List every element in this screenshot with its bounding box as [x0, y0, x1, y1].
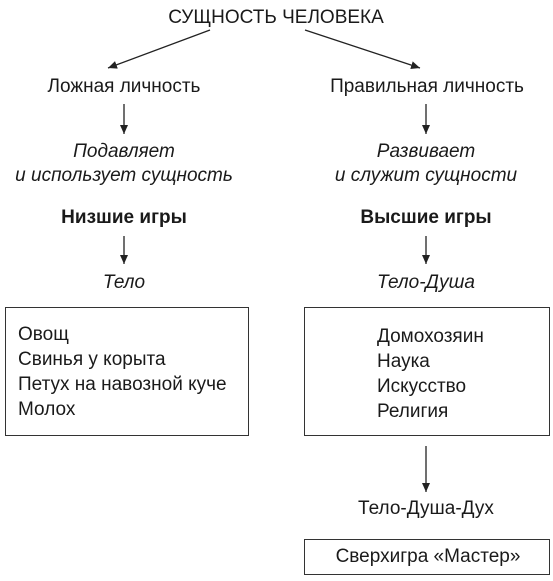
list-item: Овощ [18, 324, 69, 345]
right-games: Высшие игры [360, 207, 492, 228]
right-level: Тело-Душа [377, 272, 475, 293]
list-item: Искусство [377, 376, 467, 397]
list-item: Свинья у корыта [18, 349, 166, 370]
left-games-box [5, 307, 249, 436]
list-item: Религия [377, 401, 449, 422]
right-games-box [304, 307, 550, 436]
arrow-root-to-left [108, 30, 210, 68]
master-label: Сверхигра «Мастер» [335, 546, 521, 567]
right-action-line2: и служит сущности [334, 165, 518, 186]
arrow-root-to-right [305, 30, 420, 68]
left-games: Низшие игры [61, 207, 187, 228]
list-item: Петух на навозной куче [18, 374, 227, 395]
left-action-line1: Подавляет [73, 141, 175, 162]
master-box [304, 539, 550, 575]
right-action-line1: Развивает [376, 141, 476, 162]
list-item: Домохозяин [377, 326, 484, 347]
left-action-line2: и использует сущность [15, 165, 233, 186]
list-item: Наука [377, 351, 430, 372]
right-level2: Тело-Душа-Дух [358, 498, 494, 519]
root-title: СУЩНОСТЬ ЧЕЛОВЕКА [168, 7, 384, 28]
right-personality: Правильная личность [330, 76, 524, 97]
left-personality: Ложная личность [47, 76, 201, 97]
left-games-list [18, 322, 227, 422]
right-games-list [377, 324, 484, 424]
list-item: Молох [18, 399, 76, 420]
left-level: Тело [102, 272, 146, 293]
